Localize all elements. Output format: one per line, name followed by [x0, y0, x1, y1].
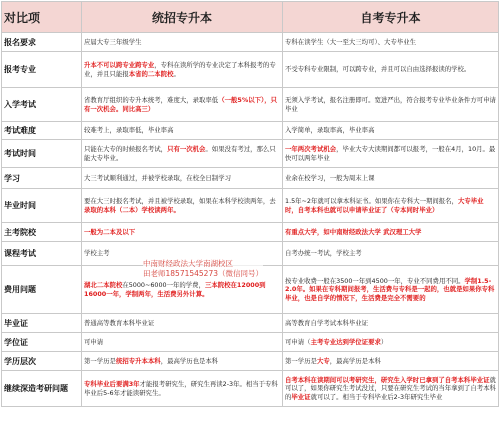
highlight-text: 专科毕业后要满3年 [84, 380, 140, 389]
text-segment: 可申请（ [285, 337, 311, 346]
cell-zikao [283, 168, 499, 189]
highlight-text: 自考本科在读期间可以考研究生， [285, 376, 381, 385]
header-zikao: 自考专升本 [283, 2, 499, 33]
highlight-text: 大专毕业时，自考本科也就可以申请毕业证了（专本同时毕业） [285, 197, 484, 214]
cell-zikao [283, 189, 499, 223]
highlight-text: 只有一次机会 [167, 145, 206, 154]
highlight-text: 湖北二本院校 [84, 281, 123, 290]
table-row [2, 189, 499, 223]
text-segment: 无须入学考试，报名注册即可。宽进严出，符合报考专业毕业条件方可申请毕业 [285, 96, 496, 113]
text-segment: 要在大三时报名考试，并且被学校录取，如果在本科学校读两年，去 [84, 197, 276, 206]
table-row [2, 333, 499, 352]
cell-tongzhao [82, 168, 283, 189]
text-segment: 1.5年~2年就可以拿本科证书。如果你在专科大一期间报名， [285, 197, 458, 206]
row-label: 费用问题 [2, 266, 82, 314]
table-row [2, 314, 499, 333]
text-segment: 不受专科专业限制，可以跨专业，并且可以自由选择报读的学校。 [285, 65, 471, 74]
cell-zikao [283, 352, 499, 371]
cell-zikao [283, 223, 499, 242]
cell-tongzhao [82, 314, 283, 333]
text-segment: 可申请 [84, 337, 104, 346]
text-segment: 。如果没有考过，那么只能大专毕业。 [84, 145, 276, 162]
highlight-text: 大专 [316, 356, 330, 365]
table-row [2, 140, 499, 168]
text-segment: 应届大专三年级学生 [84, 37, 142, 46]
text-segment: ，毕业大专大读期间都可以报考，一般在4月，10月。最快可以两年毕业 [285, 145, 496, 162]
cell-zikao [283, 314, 499, 333]
cell-zikao [283, 371, 499, 407]
text-segment: 较难考上，录取率低，毕业率高 [84, 126, 174, 135]
text-segment: 高等教育自学考试本科毕业证 [285, 318, 369, 327]
row-label: 毕业证 [2, 314, 82, 333]
header-tongzhao: 统招专升本 [82, 2, 283, 33]
highlight-text: 本省的二本院校 [128, 69, 174, 78]
row-label: 考试难度 [2, 122, 82, 140]
cell-tongzhao [82, 122, 283, 140]
cell-tongzhao [82, 371, 283, 407]
row-label: 入学考试 [2, 88, 82, 122]
table-row [2, 52, 499, 88]
table-row [2, 33, 499, 52]
text-segment: 省教育厅组织的专升本统考，难度大，录取率低 [84, 96, 219, 105]
table-row [2, 168, 499, 189]
watermark-line-2: 田老师18571545273（微信同号） [143, 269, 263, 278]
row-label: 继续深造考研问题 [2, 371, 82, 407]
text-segment: 业余在校学习，一般为周末上课 [285, 173, 375, 182]
text-segment: 只能在大专的时候报名考试， [84, 145, 168, 154]
text-segment: ，最高学历也是本科 [160, 356, 219, 365]
text-segment: 学校主考 [84, 249, 110, 258]
highlight-text: 毕业证 [291, 392, 311, 401]
table-row [2, 122, 499, 140]
cell-tongzhao [82, 88, 283, 122]
text-segment: 在5000~6000一年的学费， [122, 281, 205, 290]
text-segment: 入学简单，录取率高，毕业率高 [285, 126, 375, 135]
cell-tongzhao [82, 352, 283, 371]
cell-zikao [283, 266, 499, 314]
highlight-text: （一般5%以下），只有一次机会。同比高三） [84, 96, 277, 113]
row-label: 报考专业 [2, 52, 82, 88]
cell-zikao [283, 88, 499, 122]
text-segment: 自考办统一考试，学校主考 [285, 249, 362, 258]
text-segment: 第一学历是 [84, 356, 116, 365]
cell-tongzhao [82, 223, 283, 242]
watermark-line-1: 中南财经政法大学南湖校区 [143, 259, 233, 268]
cell-zikao [283, 52, 499, 88]
cell-tongzhao [82, 33, 283, 52]
highlight-text: 录取的本科（二本）学校读两年。 [84, 205, 180, 214]
highlight-text: 一年两次考试机会 [285, 145, 337, 154]
highlight-text: 研究生入学时已拿到了自考本科毕业证 [380, 376, 490, 385]
table-row [2, 223, 499, 242]
watermark [143, 259, 263, 279]
highlight-text: 一般为二本及以下 [84, 227, 136, 236]
highlight-text: 主考专业达到学位证要求 [310, 337, 381, 346]
header-compare-item: 对比项 [2, 2, 82, 33]
row-label: 学历层次 [2, 352, 82, 371]
row-label: 学习 [2, 168, 82, 189]
table-row [2, 371, 499, 407]
cell-tongzhao [82, 189, 283, 223]
row-label: 学位证 [2, 333, 82, 352]
highlight-text: 升本不可以跨专业跨专业 [84, 61, 155, 70]
text-segment: ，最高学历是本科 [329, 356, 381, 365]
text-segment: 就可以了，如果你研究生考试没过，只要在研究生考试的当年拿到了自考本科的 [285, 376, 496, 401]
text-segment: 就可以了。相当于专科毕业后2-3年研究生毕业 [310, 392, 443, 401]
comparison-table [1, 1, 499, 407]
cell-zikao [283, 333, 499, 352]
highlight-text: 有重点大学，如中南财经政法大学 武汉理工大学 [285, 227, 422, 236]
header-row [2, 2, 499, 33]
cell-zikao [283, 140, 499, 168]
row-label: 课程考试 [2, 242, 82, 266]
cell-tongzhao [82, 140, 283, 168]
cell-tongzhao [82, 52, 283, 88]
row-label: 主考院校 [2, 223, 82, 242]
highlight-text: 学制1.5-2.0年。如果在专科期间报考，生活费与专科是一起的，也就是如果你专科毕业，也是自学的情况下，生活费是完全不需要的 [285, 277, 495, 302]
text-segment: 专科在读学生（大一至大三均可）、大专毕业生 [285, 37, 417, 46]
cell-tongzhao [82, 333, 283, 352]
text-segment: 。 [173, 69, 180, 78]
row-label: 考试时间 [2, 140, 82, 168]
text-segment: ） [380, 337, 388, 346]
highlight-text: 三本院校在12000到16000一年，学制两年，生活费另外计算。 [84, 281, 266, 298]
table-row [2, 352, 499, 371]
text-segment: 按专业收费一般在3500一年到4500一年，专业不同费用不同。 [285, 277, 465, 286]
row-label: 毕业时间 [2, 189, 82, 223]
text-segment: 才能报考研究生，研究生再读2-3年。相当于专科毕业后5-6年才能读研究生。 [84, 380, 278, 397]
text-segment: 大三考试顺利通过，并被学校录取，在校全日制学习 [84, 173, 231, 182]
table-row [2, 88, 499, 122]
text-segment: ，专科在读所学的专业决定了本科报考的专业，并且只能报 [84, 61, 276, 78]
table-body [2, 33, 499, 407]
text-segment: 第一学历是 [285, 356, 317, 365]
cell-zikao [283, 122, 499, 140]
highlight-text: 统招专升本本科 [115, 356, 161, 365]
page [0, 1, 499, 444]
cell-zikao [283, 242, 499, 266]
cell-zikao [283, 33, 499, 52]
row-label: 报名要求 [2, 33, 82, 52]
text-segment: 普通高等教育本科毕业证 [84, 318, 155, 327]
